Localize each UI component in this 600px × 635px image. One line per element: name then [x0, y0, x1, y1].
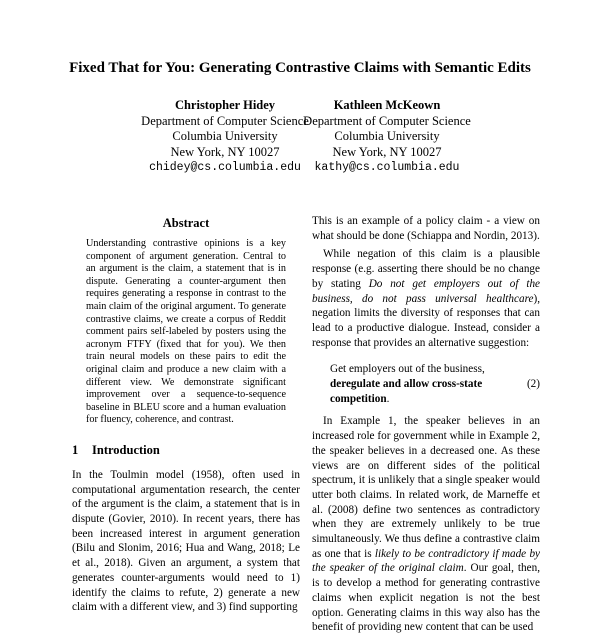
author-email[interactable]: chidey@cs.columbia.edu: [149, 161, 301, 174]
italic-run: likely to be contradictory if made by the speaker of the original claim: [312, 547, 540, 575]
author-name: Christopher Hidey: [174, 98, 276, 112]
example-bold-text: deregulate and allow cross-state competition: [330, 378, 483, 405]
text-run: While negation of this claim is a plausible response (e.g. asserting there should be no change by stating: [312, 248, 540, 290]
author-city: New York, NY 10027: [332, 144, 442, 159]
author-city: New York, NY 10027: [170, 144, 280, 159]
body-paragraph-3: [312, 414, 540, 635]
body-paragraph-1: This is an example of a policy claim - a view on what should be done (Schiappa and Nordin, 2013).: [312, 215, 540, 242]
italic-run: Do not get employers out of the business, do not pass universal healthcare: [312, 277, 540, 305]
left-column: [72, 214, 300, 615]
example-end: .: [386, 392, 390, 405]
author-university: Columbia University: [172, 129, 278, 143]
author-block-2: [272, 98, 502, 176]
intro-paragraph: In the Toulmin model (1958), often used in computational argumentation research, the center of the argument is the claim, a statement that is in dispute (Govier, 2010). In recent years, there has been increased interest in argument generation (Bilu and Slonim, 2016; Hua and Wang, 2018; Le et al., 2018). Given an argument, a system that generates counter-arguments would need to 1) identify the claims to refute, 2) generate a new claim with a different view, and 3) find supporting: [72, 468, 300, 614]
example-number: (2): [526, 378, 540, 391]
text-run: . Our goal, then, is to develop a method for generating contrastive claims when explicit negation is not the best option. Generating claims in this way also has the benefit of providing new content that can be used: [312, 562, 540, 634]
section-number: 1: [72, 442, 79, 457]
text-run: ), negation limits the diversity of responses that can lead to a productive dialogue. Instead, consider a response that provides an alternative suggestion:: [312, 292, 540, 349]
author-university: Columbia University: [334, 129, 440, 143]
example-text: Get employers out of the business,: [330, 363, 485, 376]
section-title: Introduction: [92, 442, 160, 457]
abstract-text: Understanding contrastive opinions is a key component of argument generation. Central to an argument is the claim, a statement that is in dispute. Generating a counter-argument then requires generating a response in contrast to the main claim of the original argument. To generate contrastive claims, we create a corpus of Reddit comment pairs self-labeled by posters using the acronym FTFY (fixed that for you). We then train neural models on these pairs to edit the original claim and produce a new claim with a different view. We demonstrate significant improvement over a sequence-to-sequence baseline in BLEU score and a human evaluation for fluency, coherence, and contrast.: [86, 238, 286, 426]
body-paragraph-2: [312, 247, 540, 350]
abstract-heading: Abstract: [162, 216, 210, 230]
example-2: [330, 362, 540, 406]
section-heading-introduction: [72, 443, 300, 458]
paper-title: Fixed That for You: Generating Contrastive Claims with Semantic Edits: [69, 60, 531, 76]
right-column: [312, 214, 540, 635]
text-run: In Example 1, the speaker believes in an increased role for government while in Example 2, the speaker believes in a decreased one. As these views are on different sides of the political spectrum, it is unlikely that a single speaker would utter both claims. In related work, de Marneffe et al. (2008) define two sentences as contradictory when they are extremely unlikely to be true simultaneously. We thus define a contrastive claim as one that is: [312, 415, 540, 560]
author-email[interactable]: kathy@cs.columbia.edu: [314, 161, 460, 174]
author-name: Kathleen McKeown: [333, 98, 441, 112]
author-department: Department of Computer Science: [141, 113, 309, 128]
author-department: Department of Computer Science: [303, 113, 471, 128]
